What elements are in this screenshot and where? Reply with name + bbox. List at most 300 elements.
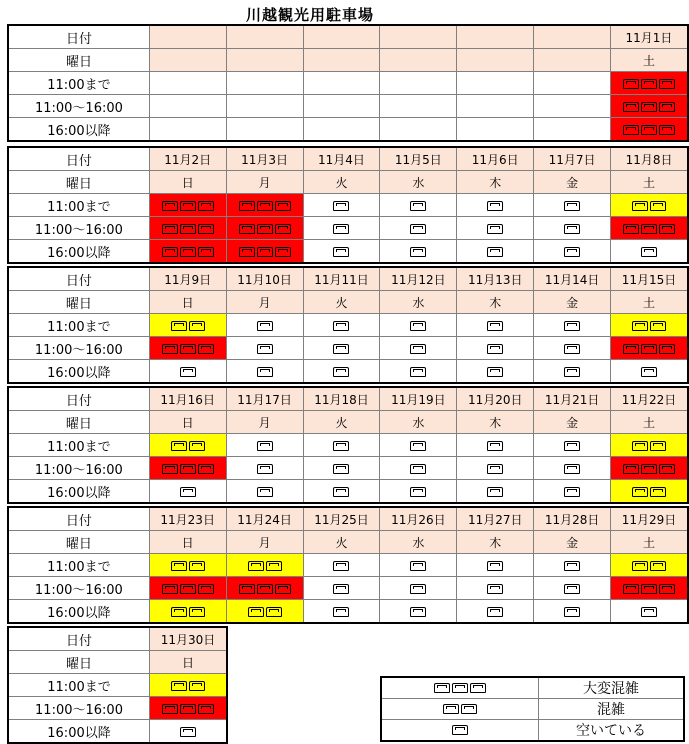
- car-icon: [632, 201, 648, 211]
- status-cell: [380, 217, 457, 240]
- car-icons: [622, 461, 676, 475]
- car-icon: [641, 125, 657, 135]
- car-icon: [659, 125, 675, 135]
- weekday-row: [8, 171, 688, 194]
- car-icon: [659, 102, 675, 112]
- weekday-cell: 月: [226, 171, 303, 194]
- status-cell: [303, 457, 380, 480]
- car-icon: [452, 725, 468, 735]
- car-icons: [563, 604, 581, 618]
- date-cell: 11月7日: [534, 147, 611, 171]
- slot-11-16-row: [8, 95, 688, 118]
- car-icons: [409, 341, 427, 355]
- car-icon: [257, 441, 273, 451]
- page-title: 川越観光用駐車場: [245, 6, 374, 24]
- status-cell: [534, 95, 611, 118]
- car-icon: [180, 224, 196, 234]
- date-row: [8, 25, 688, 49]
- car-icon: [257, 201, 273, 211]
- week-block: [7, 266, 689, 384]
- status-cell: [149, 360, 226, 384]
- car-icons: [238, 221, 292, 235]
- car-icon: [239, 247, 255, 257]
- row-label: 曜日: [8, 651, 150, 674]
- car-icon: [333, 464, 349, 474]
- car-icon: [659, 464, 675, 474]
- status-cell: [611, 360, 688, 384]
- car-icon: [257, 247, 273, 257]
- status-cell: [380, 118, 457, 142]
- status-cell: [226, 217, 303, 240]
- date-cell: 11月9日: [149, 267, 226, 291]
- car-icons: [486, 221, 504, 235]
- slot-11-16-row: [8, 217, 688, 240]
- week-block: [7, 506, 689, 624]
- car-icons: [563, 558, 581, 572]
- row-label: 11:00まで: [8, 194, 149, 217]
- car-icon: [564, 367, 580, 377]
- row-label: 日付: [8, 25, 149, 49]
- car-icon: [623, 224, 639, 234]
- status-cell: [611, 217, 688, 240]
- date-cell: 11月26日: [380, 507, 457, 531]
- status-cell: [149, 240, 226, 264]
- status-cell: [457, 434, 534, 457]
- car-icon: [650, 441, 666, 451]
- status-cell: [611, 600, 688, 624]
- slot-until-11-row: [8, 194, 688, 217]
- row-label: 日付: [8, 267, 149, 291]
- car-icon: [162, 224, 178, 234]
- status-cell: [457, 554, 534, 577]
- status-cell: [534, 480, 611, 504]
- row-label: 曜日: [8, 531, 149, 554]
- status-cell: [534, 600, 611, 624]
- status-cell: [149, 95, 226, 118]
- car-icon: [487, 464, 503, 474]
- slot-after-16-row: [8, 720, 227, 744]
- status-cell: [226, 314, 303, 337]
- status-cell: [380, 577, 457, 600]
- status-cell: [149, 434, 226, 457]
- status-cell: [457, 314, 534, 337]
- weekday-cell: 金: [534, 531, 611, 554]
- car-icons: [622, 581, 676, 595]
- legend-row: [381, 720, 684, 742]
- car-icons: [332, 364, 350, 378]
- car-icon: [239, 224, 255, 234]
- car-icons: [161, 341, 215, 355]
- car-icons: [563, 341, 581, 355]
- car-icons: [170, 678, 206, 692]
- status-cell: [380, 194, 457, 217]
- car-icons: [563, 318, 581, 332]
- date-cell: 11月8日: [611, 147, 688, 171]
- status-cell: [534, 337, 611, 360]
- legend-text: 混雑: [539, 699, 685, 720]
- status-cell: [380, 240, 457, 264]
- car-icons: [332, 318, 350, 332]
- car-icons: [170, 558, 206, 572]
- car-icons: [640, 604, 658, 618]
- car-icons: [161, 221, 215, 235]
- date-cell: [457, 25, 534, 49]
- car-icon: [410, 584, 426, 594]
- car-icon: [641, 367, 657, 377]
- legend-text: 空いている: [539, 720, 685, 742]
- car-icon: [257, 321, 273, 331]
- car-icon: [487, 487, 503, 497]
- date-cell: 11月22日: [611, 387, 688, 411]
- row-label: 曜日: [8, 291, 149, 314]
- car-icon: [180, 344, 196, 354]
- car-icons: [451, 722, 469, 738]
- car-icons: [238, 198, 292, 212]
- weekday-cell: 木: [457, 411, 534, 434]
- date-cell: 11月24日: [226, 507, 303, 531]
- car-icons: [563, 461, 581, 475]
- date-cell: 11月21日: [534, 387, 611, 411]
- car-icon: [632, 561, 648, 571]
- row-label: 11:00まで: [8, 554, 149, 577]
- date-cell: 11月11日: [303, 267, 380, 291]
- car-icon: [333, 224, 349, 234]
- status-cell: [149, 480, 226, 504]
- car-icons: [622, 99, 676, 113]
- date-cell: 11月18日: [303, 387, 380, 411]
- weekday-cell: 金: [534, 291, 611, 314]
- weekday-cell: 木: [457, 291, 534, 314]
- status-cell: [610, 95, 688, 118]
- status-cell: [226, 457, 303, 480]
- car-icons: [170, 438, 206, 452]
- status-cell: [534, 434, 611, 457]
- legend: [380, 676, 685, 742]
- car-icons: [563, 364, 581, 378]
- car-icon: [487, 224, 503, 234]
- weekday-cell: 月: [226, 291, 303, 314]
- date-cell: 11月3日: [226, 147, 303, 171]
- row-label: 11:00～16:00: [8, 457, 149, 480]
- car-icon: [239, 584, 255, 594]
- car-icon: [659, 79, 675, 89]
- status-cell: [457, 95, 534, 118]
- status-cell: [380, 314, 457, 337]
- car-icon: [171, 441, 187, 451]
- car-icon: [198, 201, 214, 211]
- car-icons: [486, 484, 504, 498]
- car-icons: [563, 581, 581, 595]
- weekday-cell: 日: [149, 531, 226, 554]
- status-cell: [611, 194, 688, 217]
- car-icon: [162, 584, 178, 594]
- row-label: 11:00～16:00: [8, 95, 149, 118]
- weekday-row: [8, 291, 688, 314]
- week-block: [7, 146, 689, 264]
- status-cell: [303, 600, 380, 624]
- status-cell: [457, 240, 534, 264]
- row-label: 曜日: [8, 171, 149, 194]
- weekday-cell: 土: [611, 171, 688, 194]
- date-cell: [303, 25, 380, 49]
- weekday-cell: 木: [457, 531, 534, 554]
- date-cell: 11月20日: [457, 387, 534, 411]
- car-icons: [631, 558, 667, 572]
- slot-after-16-row: [8, 240, 688, 264]
- status-cell: [534, 314, 611, 337]
- car-icons: [161, 198, 215, 212]
- weekday-cell: 土: [610, 49, 688, 72]
- weekday-cell: 月: [226, 411, 303, 434]
- status-cell: [457, 118, 534, 142]
- car-icons: [409, 484, 427, 498]
- car-icons: [640, 364, 658, 378]
- status-cell: [226, 240, 303, 264]
- car-icon: [632, 321, 648, 331]
- car-icons: [563, 198, 581, 212]
- weekday-cell: [534, 49, 611, 72]
- date-cell: 11月12日: [380, 267, 457, 291]
- car-icons: [409, 364, 427, 378]
- status-cell: [150, 697, 228, 720]
- row-label: 日付: [8, 147, 149, 171]
- car-icon: [632, 441, 648, 451]
- car-icons: [247, 558, 283, 572]
- weekday-cell: 水: [380, 411, 457, 434]
- car-icon: [410, 224, 426, 234]
- car-icon: [632, 487, 648, 497]
- date-cell: [380, 25, 457, 49]
- car-icon: [189, 441, 205, 451]
- car-icons: [486, 364, 504, 378]
- car-icons: [563, 244, 581, 258]
- car-icon: [180, 704, 196, 714]
- weekday-cell: 水: [380, 171, 457, 194]
- status-cell: [226, 434, 303, 457]
- car-icon: [333, 201, 349, 211]
- status-cell: [303, 554, 380, 577]
- weekday-cell: [457, 49, 534, 72]
- weekday-cell: 水: [380, 291, 457, 314]
- date-cell: 11月5日: [380, 147, 457, 171]
- car-icon: [180, 247, 196, 257]
- status-cell: [303, 480, 380, 504]
- car-icon: [333, 247, 349, 257]
- car-icon: [623, 464, 639, 474]
- slot-after-16-row: [8, 600, 688, 624]
- car-icon: [434, 683, 450, 693]
- car-icon: [410, 561, 426, 571]
- car-icon: [275, 584, 291, 594]
- row-label: 16:00以降: [8, 600, 149, 624]
- car-icon: [189, 561, 205, 571]
- car-icon: [641, 247, 657, 257]
- car-icons: [332, 341, 350, 355]
- car-icons: [256, 438, 274, 452]
- status-cell: [303, 72, 380, 95]
- weekday-row: [8, 531, 688, 554]
- status-cell: [226, 72, 303, 95]
- status-cell: [534, 554, 611, 577]
- status-cell: [610, 72, 688, 95]
- car-icons: [622, 341, 676, 355]
- weekday-cell: 火: [303, 291, 380, 314]
- weekday-row: [8, 651, 227, 674]
- car-icon: [275, 247, 291, 257]
- status-cell: [150, 720, 228, 744]
- status-cell: [610, 118, 688, 142]
- slot-until-11-row: [8, 674, 227, 697]
- status-cell: [611, 577, 688, 600]
- car-icons: [179, 484, 197, 498]
- week-block: [7, 626, 228, 744]
- status-cell: [457, 457, 534, 480]
- car-icons: [409, 438, 427, 452]
- car-icons: [442, 701, 478, 717]
- car-icons: [409, 318, 427, 332]
- car-icons: [161, 701, 215, 715]
- car-icon: [180, 464, 196, 474]
- status-cell: [457, 337, 534, 360]
- car-icon: [239, 201, 255, 211]
- status-cell: [303, 577, 380, 600]
- car-icons: [161, 581, 215, 595]
- car-icon: [410, 367, 426, 377]
- status-cell: [380, 72, 457, 95]
- status-cell: [303, 118, 380, 142]
- status-cell: [303, 434, 380, 457]
- car-icon: [659, 224, 675, 234]
- status-cell: [534, 457, 611, 480]
- status-cell: [380, 434, 457, 457]
- car-icons: [409, 558, 427, 572]
- car-icon: [257, 344, 273, 354]
- car-icons: [563, 221, 581, 235]
- car-icon: [564, 441, 580, 451]
- car-icons: [622, 76, 676, 90]
- car-icon: [257, 584, 273, 594]
- status-cell: [226, 480, 303, 504]
- status-cell: [149, 194, 226, 217]
- status-cell: [149, 314, 226, 337]
- car-icon: [623, 79, 639, 89]
- car-icon: [623, 102, 639, 112]
- car-icon: [333, 367, 349, 377]
- car-icons: [170, 604, 206, 618]
- car-icon: [470, 683, 486, 693]
- slot-until-11-row: [8, 554, 688, 577]
- weekday-cell: 金: [534, 411, 611, 434]
- status-cell: [611, 480, 688, 504]
- car-icons: [179, 364, 197, 378]
- car-icons: [179, 724, 197, 738]
- row-label: 11:00～16:00: [8, 697, 150, 720]
- car-icons: [486, 461, 504, 475]
- status-cell: [457, 194, 534, 217]
- status-cell: [534, 217, 611, 240]
- car-icon: [333, 487, 349, 497]
- status-cell: [149, 118, 226, 142]
- status-cell: [534, 194, 611, 217]
- weekday-row: [8, 49, 688, 72]
- status-cell: [611, 554, 688, 577]
- status-cell: [380, 480, 457, 504]
- status-cell: [534, 360, 611, 384]
- car-icon: [641, 79, 657, 89]
- date-cell: 11月29日: [611, 507, 688, 531]
- status-cell: [534, 240, 611, 264]
- slot-after-16-row: [8, 480, 688, 504]
- status-cell: [149, 554, 226, 577]
- car-icon: [275, 201, 291, 211]
- date-cell: 11月19日: [380, 387, 457, 411]
- car-icon: [171, 681, 187, 691]
- car-icon: [198, 584, 214, 594]
- car-icon: [564, 561, 580, 571]
- status-cell: [611, 337, 688, 360]
- car-icons: [247, 604, 283, 618]
- car-icon: [641, 224, 657, 234]
- slot-11-16-row: [8, 697, 227, 720]
- car-icon: [257, 464, 273, 474]
- weekday-cell: 木: [457, 171, 534, 194]
- car-icon: [189, 321, 205, 331]
- car-icon: [266, 561, 282, 571]
- weekday-cell: 土: [611, 411, 688, 434]
- date-cell: 11月28日: [534, 507, 611, 531]
- car-icon: [333, 607, 349, 617]
- car-icon: [333, 321, 349, 331]
- status-cell: [380, 457, 457, 480]
- status-cell: [303, 314, 380, 337]
- row-label: 11:00まで: [8, 434, 149, 457]
- car-icon: [623, 344, 639, 354]
- car-icon: [410, 321, 426, 331]
- car-icon: [198, 464, 214, 474]
- status-cell: [150, 674, 228, 697]
- status-cell: [303, 360, 380, 384]
- car-icon: [564, 464, 580, 474]
- car-icon: [257, 487, 273, 497]
- status-cell: [380, 95, 457, 118]
- car-icon: [487, 247, 503, 257]
- weekday-cell: 日: [149, 411, 226, 434]
- car-icon: [564, 584, 580, 594]
- legend-swatch: [381, 677, 539, 699]
- status-cell: [303, 217, 380, 240]
- status-cell: [226, 577, 303, 600]
- legend-row: [381, 699, 684, 720]
- car-icon: [171, 321, 187, 331]
- status-cell: [149, 72, 226, 95]
- date-cell: 11月10日: [226, 267, 303, 291]
- row-label: 日付: [8, 627, 150, 651]
- slot-11-16-row: [8, 577, 688, 600]
- status-cell: [303, 240, 380, 264]
- car-icon: [641, 102, 657, 112]
- car-icon: [198, 344, 214, 354]
- slot-after-16-row: [8, 118, 688, 142]
- car-icon: [410, 247, 426, 257]
- car-icons: [256, 484, 274, 498]
- status-cell: [149, 600, 226, 624]
- weekday-cell: 火: [303, 171, 380, 194]
- row-label: 16:00以降: [8, 240, 149, 264]
- status-cell: [226, 194, 303, 217]
- car-icon: [650, 487, 666, 497]
- car-icon: [461, 704, 477, 714]
- date-cell: 11月16日: [149, 387, 226, 411]
